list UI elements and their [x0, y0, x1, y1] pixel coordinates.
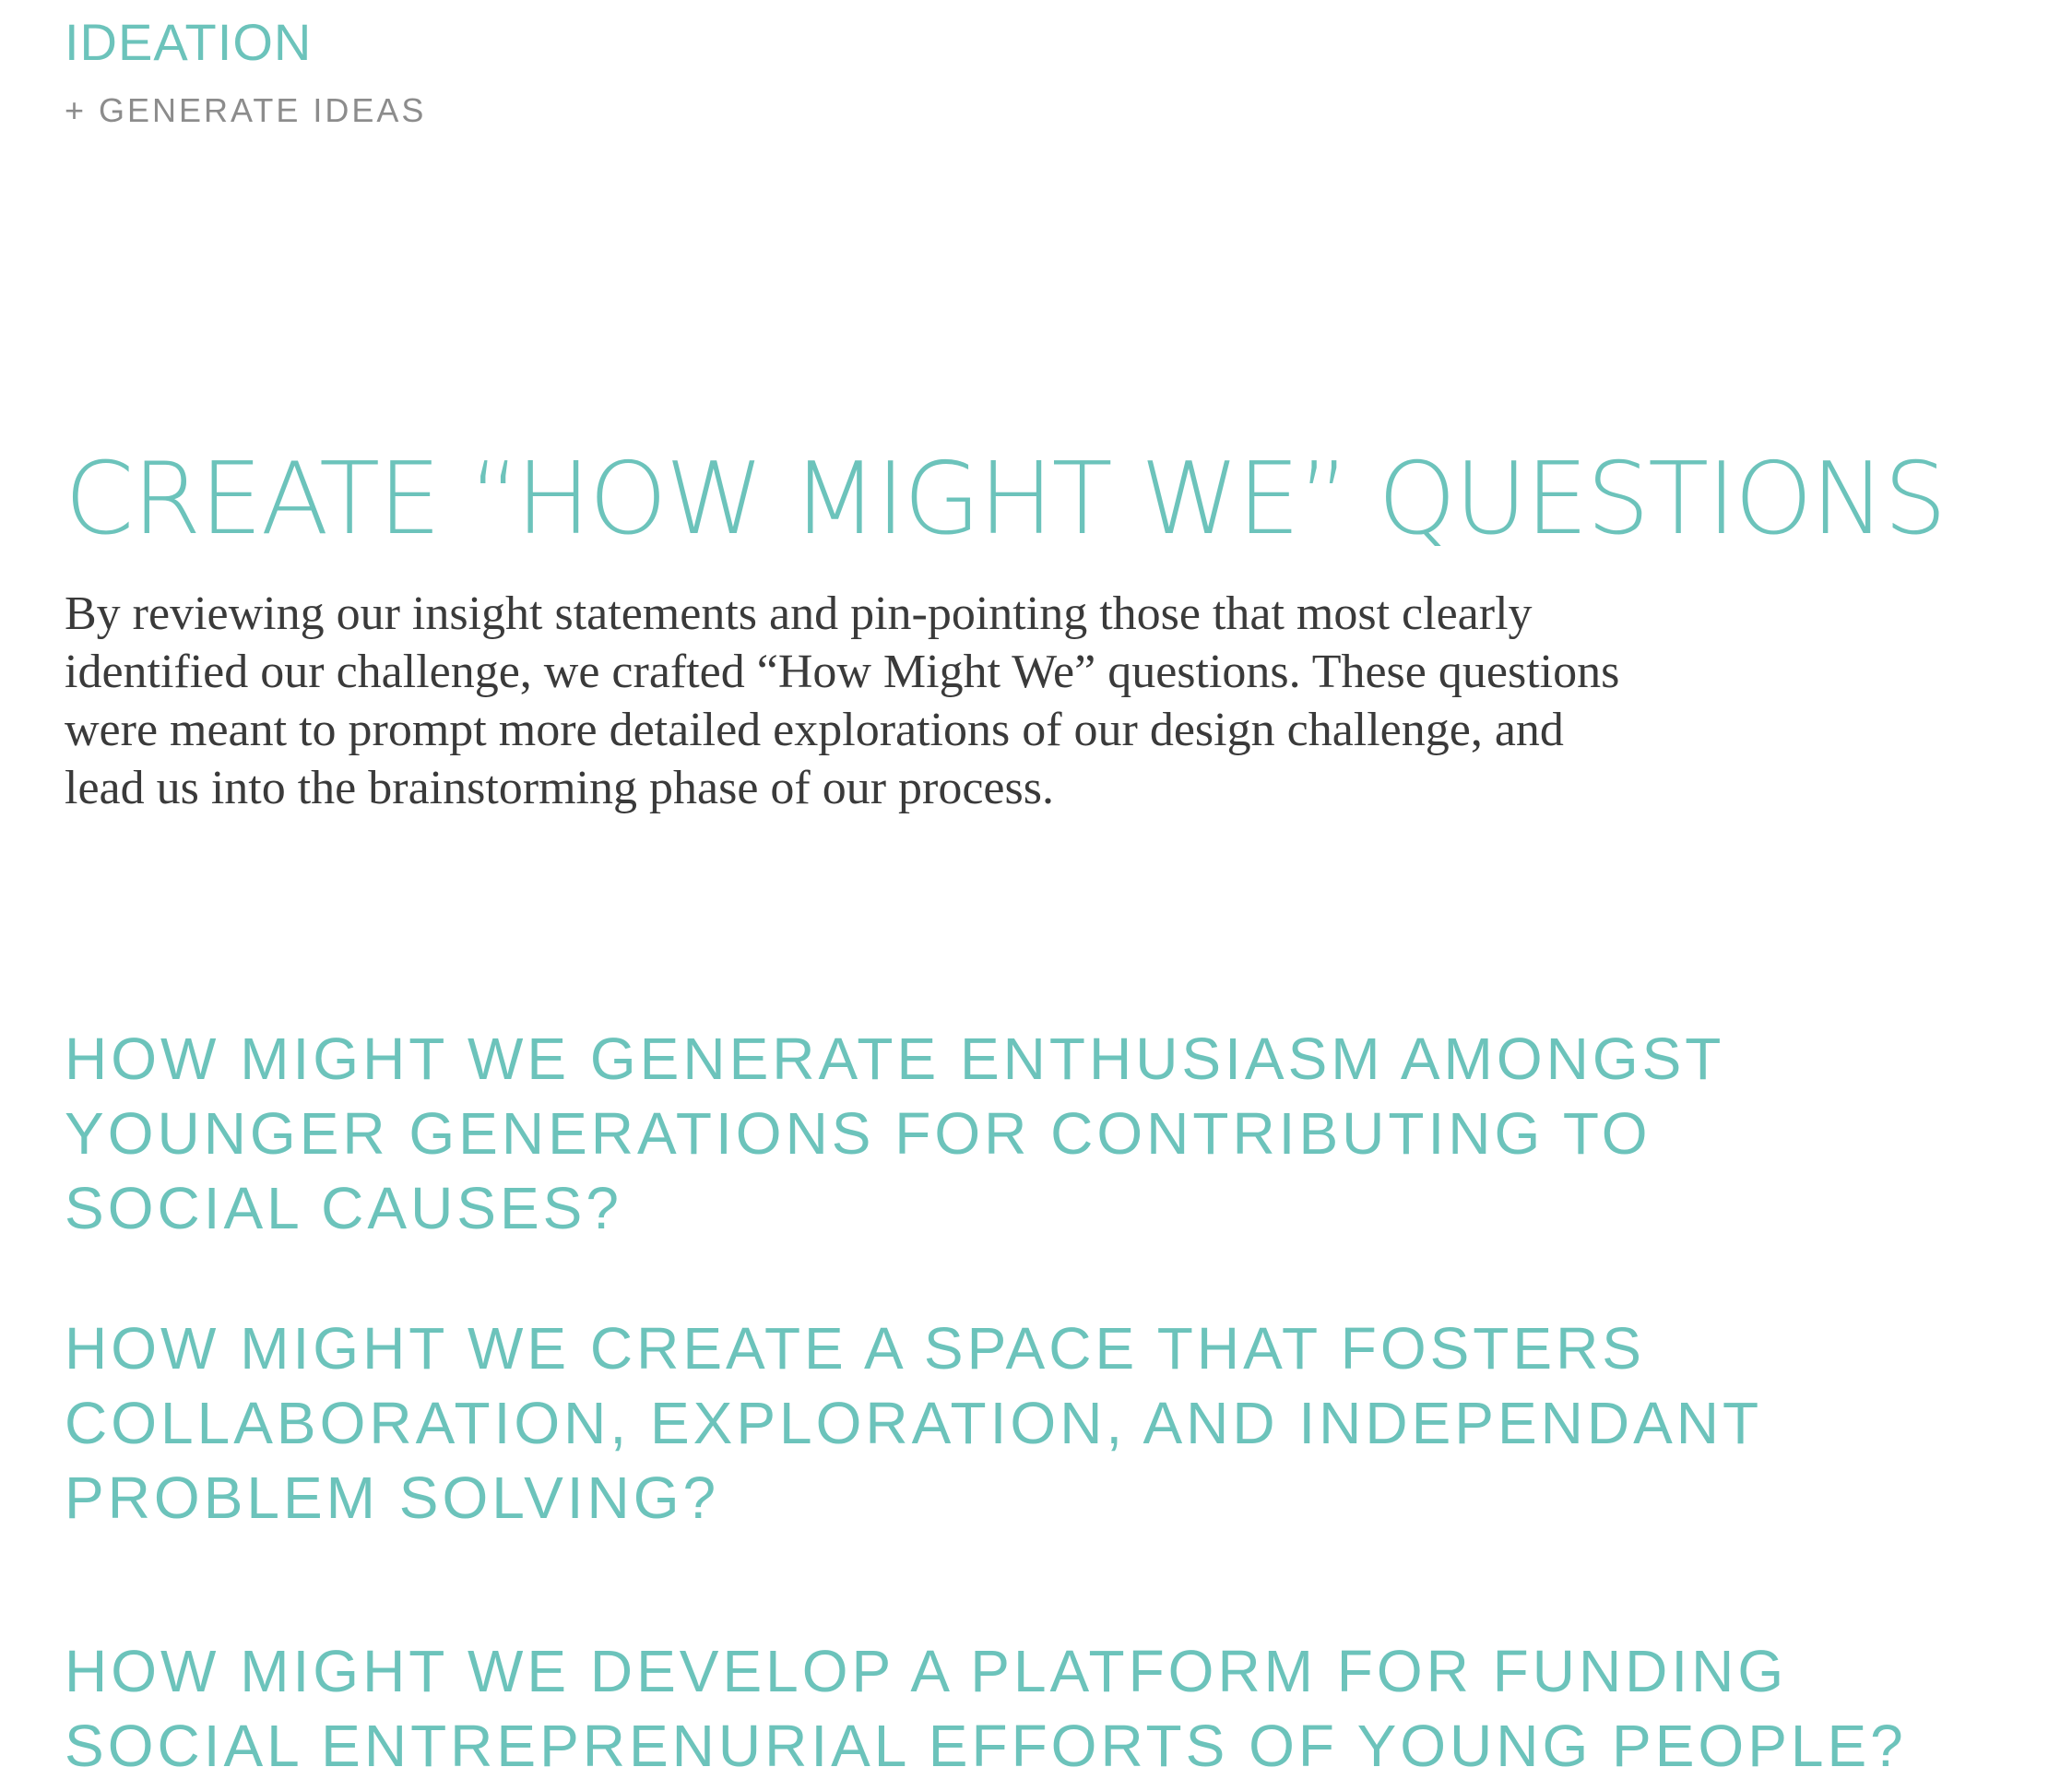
subsection-label: + GENERATE IDEAS: [65, 91, 427, 129]
intro-paragraph: By reviewing our insight statements and pin-pointing those that most clearly identified our challenge, we crafted “How Might We” questions. These questions were meant to prompt more detailed explorations of our design challenge, and lead us into the brainstorming phase of our process.: [65, 587, 1620, 814]
hmw-question: HOW MIGHT WE DEVELOP A PLATFORM FOR FUNDING SOCIAL ENTREPRENURIAL EFFORTS OF YOUNG PEOPLE?: [65, 1638, 1907, 1779]
section-label: IDEATION: [65, 13, 313, 71]
page-title: CREATE “HOW MIGHT WE” QUESTIONS: [65, 442, 1946, 557]
hmw-question: HOW MIGHT WE GENERATE ENTHUSIASM AMONGST YOUNGER GENERATIONS FOR CONTRIBUTING TO SOCIAL CAUSES?: [65, 1026, 1724, 1241]
hmw-question: HOW MIGHT WE CREATE A SPACE THAT FOSTERS COLLABORATION, EXPLORATION, AND INDEPENDANT PROBLEM SOLVING?: [65, 1315, 1761, 1531]
